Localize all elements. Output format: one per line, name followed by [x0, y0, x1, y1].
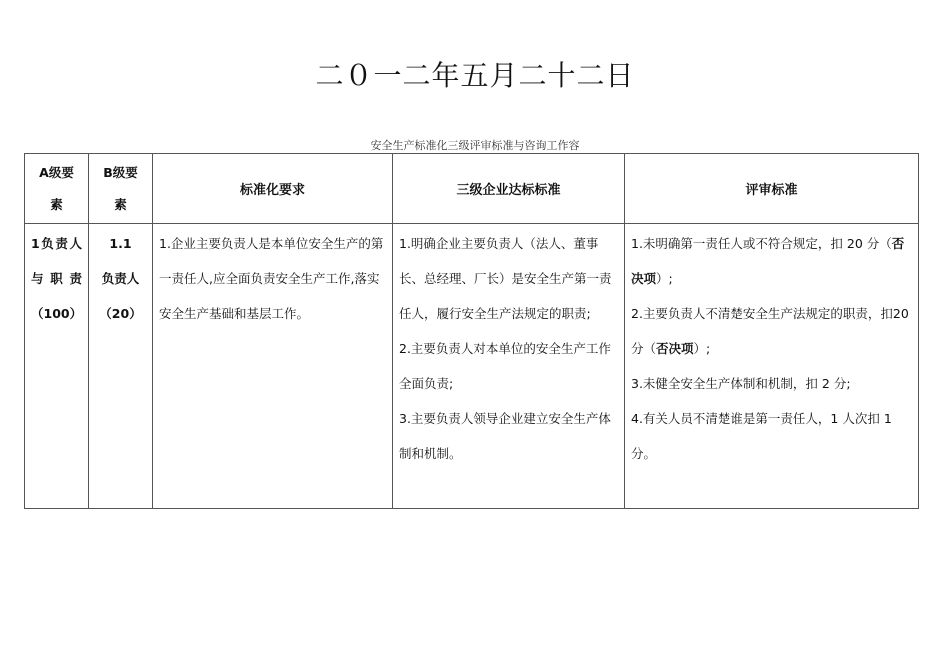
b-element-code: 1.1 [109, 236, 132, 251]
table-header-row [25, 154, 919, 224]
review-item-text: 4.有关人员不清楚谁是第一责任人，1 人次扣 1 分。 [631, 411, 892, 461]
review-item-text: 1.未明确第一责任人或不符合规定，扣 20 分（ [631, 236, 892, 251]
header-b-line1: B级要 [103, 164, 138, 180]
table-caption: 安全生产标准化三级评审标准与咨询工作容 [370, 139, 580, 152]
header-b-line2: 素 [114, 196, 127, 212]
review-item [631, 296, 912, 366]
review-item-tail: ）; [656, 271, 673, 286]
b-element-score: （20） [99, 306, 142, 321]
header-standard: 三级企业达标标准 [393, 154, 625, 224]
cell-standard [393, 224, 625, 509]
header-requirement: 标准化要求 [153, 154, 393, 224]
a-element-score: （100） [31, 306, 83, 321]
veto-label: 否决项 [656, 341, 694, 356]
review-item-tail: ）; [693, 341, 711, 356]
a-element-name: 1负责人与职责 [31, 236, 82, 286]
veto-label: 否决项 [631, 236, 905, 286]
b-element-name: 负责人 [101, 271, 140, 286]
document-title: 二０一二年五月二十二日 [315, 59, 635, 92]
cell-a-element [25, 224, 89, 509]
review-item [631, 226, 912, 296]
header-review: 评审标准 [625, 154, 919, 224]
standard-item: 3.主要负责人领导企业建立安全生产体制和机制。 [399, 411, 611, 461]
standards-table [24, 153, 919, 509]
table-row [25, 224, 919, 509]
review-item-text: 3.未健全安全生产体制和机制，扣 2 分; [631, 376, 851, 391]
header-a-line2: 素 [50, 196, 63, 212]
review-item-text: 2.主要负责人不清楚安全生产法规定的职责，扣20 分（ [631, 306, 909, 356]
header-a-element [25, 154, 89, 224]
review-item [631, 366, 912, 401]
standard-item: 2.主要负责人对本单位的安全生产工作全面负责; [399, 341, 611, 391]
cell-review [625, 224, 919, 509]
cell-b-element [89, 224, 153, 509]
standard-item: 1.明确企业主要负责人（法人、董事长、总经理、厂长）是安全生产第一责任人，履行安全生产法规定的职责; [399, 236, 612, 321]
header-b-element [89, 154, 153, 224]
header-a-line1: A级要 [39, 164, 74, 180]
review-item [631, 401, 912, 471]
requirement-text: 1.企业主要负责人是本单位安全生产的第一责任人,应全面负责安全生产工作,落实安全生产基础和基层工作。 [159, 236, 384, 321]
cell-requirement [153, 224, 393, 509]
